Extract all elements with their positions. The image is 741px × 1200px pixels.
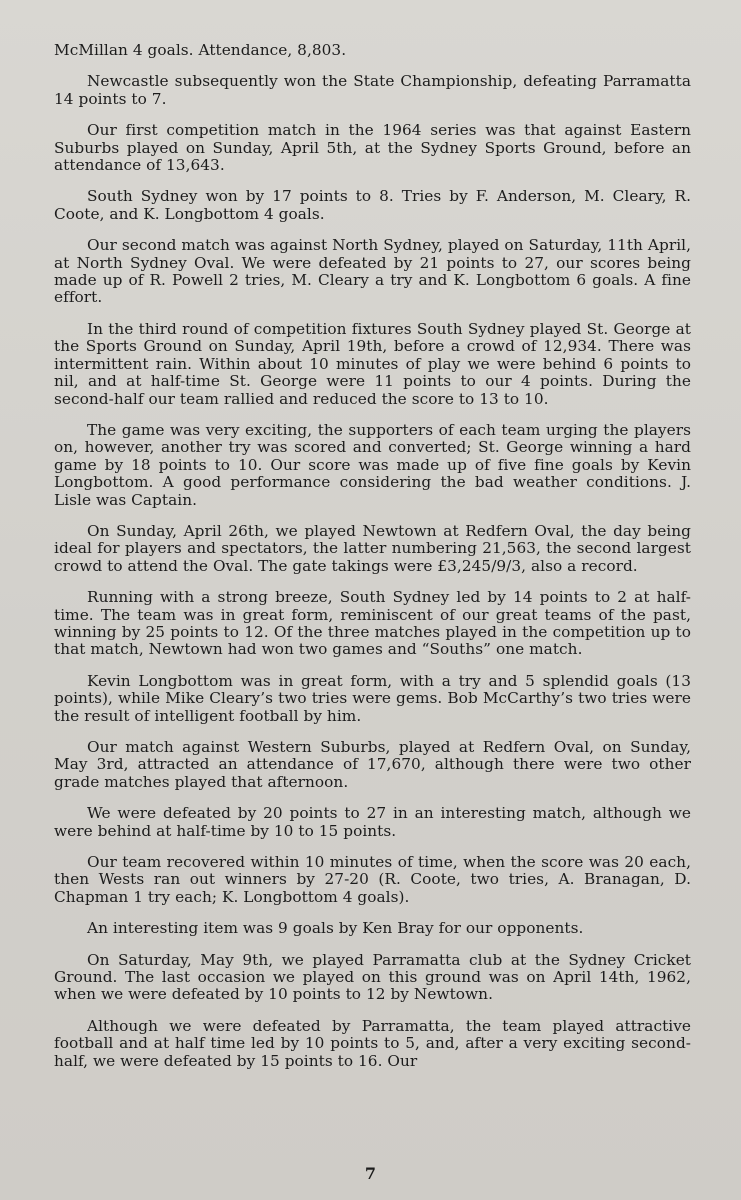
paragraph-longbottom-form: Kevin Longbottom was in great form, with a try and 5 splendid goals (13 points), while Mike Cleary’s two tries were gems. Bob McCarthy’s two tries were the result of intelligent football by him. [54,671,691,725]
page-number: 7 [364,1164,377,1183]
paragraph-first-match: Our first competition match in the 1964 series was that against Eastern Suburbs played on Sunday, April 5th, at the Sydney Sports Ground, before an attendance of 13,643. [54,121,691,175]
paragraph-third-round: In the third round of competition fixtures South Sydney played St. George at the Sports Ground on Sunday, April 19th, before a crowd of 12,934. There was intermittent rain. Within about 10 minutes of play we were behind 6 points to nil, and at half-time St. George were 11 points to our 4 points. During the second-half our team rallied and reduced the score to 13 to 10. [54,319,691,408]
paragraph-continuation: McMillan 4 goals. Attendance, 8,803. [54,41,347,59]
paragraph-parramatta-match: On Saturday, May 9th, we played Parramatta club at the Sydney Cricket Ground. The last occasion we played on this ground was on April 14th, 1962, when we were defeated by 10 points to 12 by Newtown. [54,950,691,1004]
paragraph-first-match-result: South Sydney won by 17 points to 8. Tries by F. Anderson, M. Cleary, R. Coote, and K. Longbottom 4 goals. [54,187,691,223]
paragraph-third-round-result: The game was very exciting, the supporters of each team urging the players on, however, another try was scored and converted; St. George winning a hard game by 18 points to 10. Our score was made up of five fine goals by Kevin Longbottom. A good performance considering the bad weather conditions. J. Lisle was Captain. [54,420,691,509]
paragraph-newcastle-championship: Newcastle subsequently won the State Championship, defeating Parramatta 14 points to 7. [54,72,691,108]
paragraph-parramatta-result: Although we were defeated by Parramatta, the team played attractive football and at half time led by 10 points to 5, and, after a very exciting second-half, we were defeated by 15 points to 16. Our [54,1016,691,1070]
paragraph-newtown-match: On Sunday, April 26th, we played Newtown at Redfern Oval, the day being ideal for players and spectators, the latter numbering 21,563, the second largest crowd to attend the Oval. The gate takings were £3,245/9/3, also a record. [54,521,691,575]
paragraph-ken-bray: An interesting item was 9 goals by Ken Bray for our opponents. [87,919,584,938]
paragraph-newtown-result: Running with a strong breeze, South Sydney led by 14 points to 2 at half-time. The team was in great form, reminiscent of our great teams of the past, winning by 25 points to 12. Of the three matches played in the competition up to that match, Newtown had won two games and “Souths” one match. [54,588,691,659]
paragraph-team-recovered: Our team recovered within 10 minutes of time, when the score was 20 each, then Wests ran out winners by 27-20 (R. Coote, two tries, A. Branagan, D. Chapman 1 try each; K. Longbottom 4 goals). [54,853,691,906]
paragraph-western-suburbs-result: We were defeated by 20 points to 27 in an interesting match, although we were behind at half-time by 10 to 15 points. [54,804,691,840]
paragraph-western-suburbs-match: Our match against Western Suburbs, played at Redfern Oval, on Sunday, May 3rd, attracted an attendance of 17,670, although there were two other grade matches played that afternoon. [54,738,691,791]
paragraph-second-match: Our second match was against North Sydney, played on Saturday, 11th April, at North Sydney Oval. We were defeated by 21 points to 27, our scores being made up of R. Powell 2 tries, M. Cleary a try and K. Longbottom 6 goals. A fine effort. [54,236,691,307]
